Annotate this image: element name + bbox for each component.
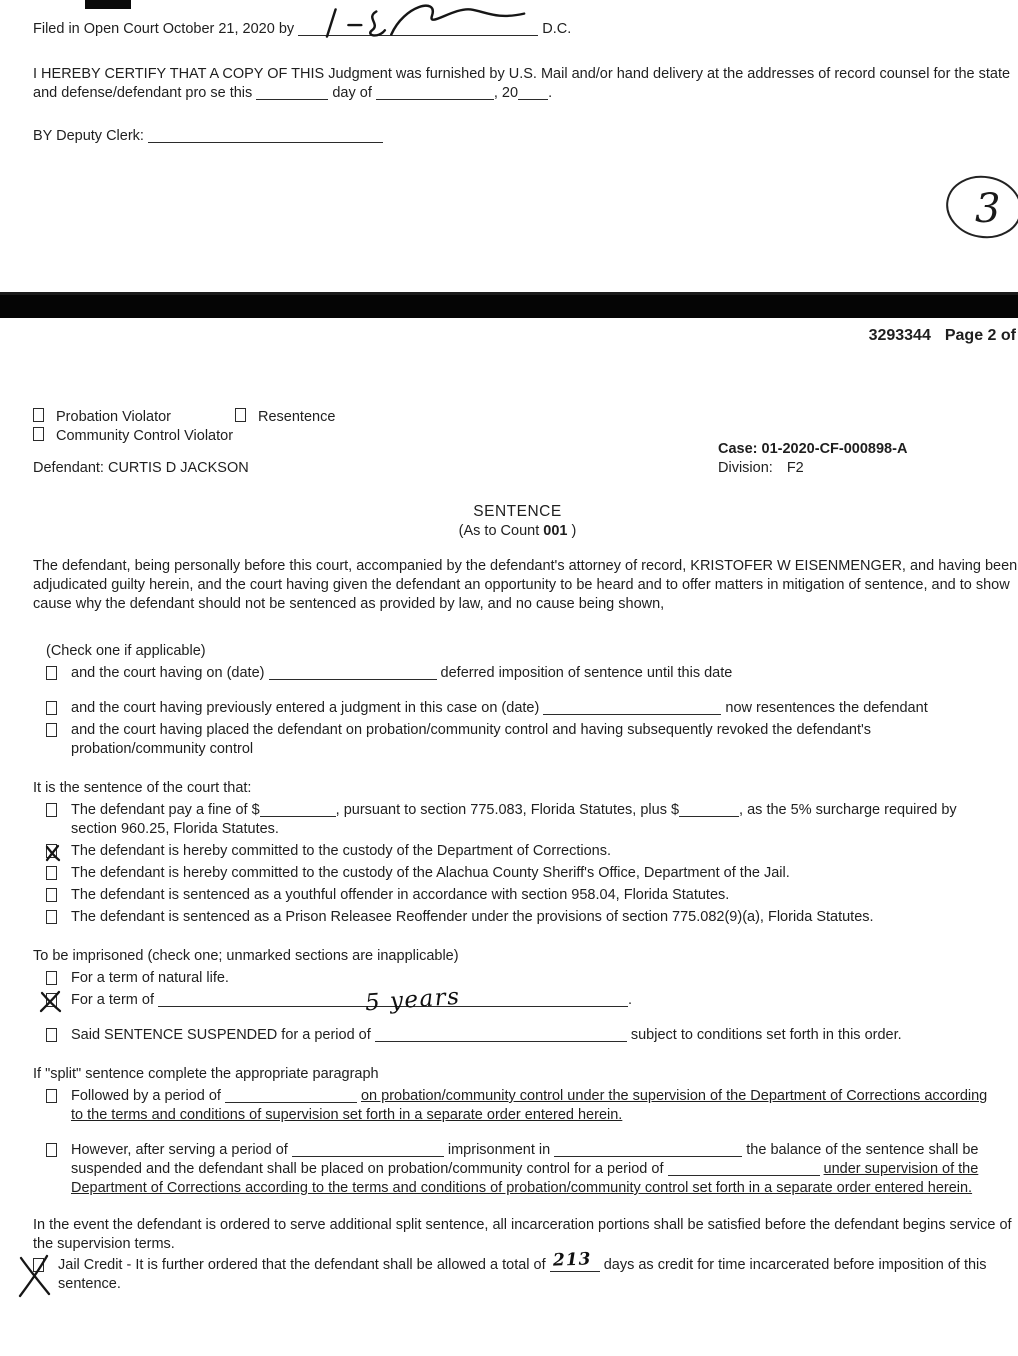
prison-releasee-reoffender-checkbox (46, 910, 57, 924)
certificate-section (0, 0, 1018, 292)
deferred-imposition-checkbox (46, 666, 57, 680)
sentence-of-court-section (33, 801, 1002, 927)
checkbox-item-deferred-imposition (46, 664, 1002, 683)
case-number-line (718, 440, 907, 459)
year-prefix-text: , 20 (493, 85, 519, 101)
handwritten-x-mark (39, 990, 63, 1014)
jail-credit-checkbox (33, 1258, 44, 1272)
prison-releasee-reoffender-text: The defendant is sentenced as a Prison Releasee Reoffender under the provisions of section 775.082(9)(a), Florida Statutes. (71, 909, 874, 925)
checkbox-item-community-control-violator (33, 427, 233, 446)
checkbox-item-county-jail (46, 864, 1002, 883)
county-jail-text: The defendant is hereby committed to the custody of the Alachua County Sheriff's Office, Department of the Jail. (71, 865, 790, 881)
checkbox-item-resentences (46, 699, 1002, 718)
sentence-form-body (0, 408, 1018, 1294)
however-mid1-text: imprisonment in (447, 1142, 551, 1158)
fine-text (71, 801, 1002, 839)
however-period-blank (292, 1142, 444, 1157)
probation-violator-checkbox (33, 408, 44, 422)
revoked-probation-checkbox (46, 723, 57, 737)
fine-post-text: , as the 5% surcharge required by section 960.25, Florida Statutes. (71, 802, 957, 837)
jail-credit-pre-text: Jail Credit - It is further ordered that the defendant shall be allowed a total of (58, 1257, 546, 1273)
checkbox-item-term-of-years (46, 983, 1002, 1017)
certify-text: I HEREBY CERTIFY THAT A COPY OF THIS Judgment was furnished by U.S. Mail and/or hand delivery at the addresses of record counsel for the state and defense/defendant pro se this (33, 66, 1011, 101)
handwritten-circled-page-number (940, 170, 1018, 248)
checkbox-item-resentence (235, 408, 335, 427)
day-blank-line (256, 85, 328, 100)
month-blank-line (376, 85, 494, 100)
followed-post-text: on probation/community control under the supervision of the Department of Corrections according to the terms and conditions of supervision set forth in a separate order entered herein. (71, 1088, 988, 1123)
jail-credit-text (58, 1249, 1002, 1294)
term-period: . (628, 992, 633, 1008)
checkbox-item-prison-releasee-reoffender (46, 908, 1002, 927)
count-prefix: (As to Count (458, 523, 540, 539)
jail-credit-days-blank (550, 1249, 600, 1272)
doc-commitment-checkbox (46, 844, 57, 858)
fine-amount-blank (260, 802, 336, 817)
however-split-checkbox (46, 1143, 57, 1157)
division-label: Division: (718, 460, 773, 476)
checkbox-item-natural-life (46, 969, 1002, 988)
deputy-clerk-line (33, 127, 1002, 146)
doc-commitment-text: The defendant is hereby committed to the custody of the Department of Corrections. (71, 843, 612, 859)
community-control-violator-checkbox (33, 427, 44, 441)
count-suffix: ) (571, 523, 577, 539)
resentences-post-text: now resentences the defendant (725, 700, 928, 716)
probation-violator-label: Probation Violator (56, 409, 172, 425)
case-number: 01-2020-CF-000898-A (761, 441, 908, 457)
year-blank-line (518, 85, 548, 100)
however-pre-text: However, after serving a period of (71, 1142, 288, 1158)
day-of-text: day of (332, 85, 372, 101)
fine-mid-text: , pursuant to section 775.083, Florida Statutes, plus $ (335, 802, 680, 818)
certificate-of-service-paragraph (33, 65, 1018, 103)
filed-text: Filed in Open Court October 21, 2020 by (33, 21, 295, 37)
fine-pre-text: The defendant pay a fine of $ (71, 802, 260, 818)
split-sentence-heading: If "split" sentence complete the appropriate paragraph (33, 1066, 379, 1082)
fine-checkbox (46, 803, 57, 817)
count-number: 001 (543, 523, 568, 539)
revoked-probation-text: and the court having placed the defendant on probation/community control and having subsequently revoked the defendant's probation/community control (71, 722, 872, 757)
however-mid2-text: the balance of the sentence shall be suspended and the defendant shall be placed on probation/community control for a period of (71, 1142, 979, 1177)
page-title: SENTENCE (473, 503, 562, 520)
deferred-post-text: deferred imposition of sentence until this date (440, 665, 733, 681)
checkbox-item-sentence-suspended (46, 1026, 1002, 1045)
deferred-imposition-text (71, 664, 1002, 683)
filed-in-open-court-line (33, 20, 1002, 39)
division-line (718, 459, 907, 478)
clerk-signature (312, 0, 537, 47)
suspended-pre-text: Said SENTENCE SUSPENDED for a period of (71, 1027, 371, 1043)
handwritten-number-3: 3 (975, 186, 1001, 232)
county-jail-checkbox (46, 866, 57, 880)
deputy-clerk-blank-line (148, 128, 383, 143)
community-control-violator-label: Community Control Violator (56, 428, 234, 444)
checkbox-item-probation-violator (33, 408, 171, 427)
split-sentence-section (33, 1087, 1002, 1198)
probation-period-blank (668, 1161, 820, 1176)
handwritten-x-mark (45, 844, 61, 862)
imprisonment-location-blank (554, 1142, 742, 1157)
filed-suffix: D.C. (542, 21, 572, 37)
natural-life-text: For a term of natural life. (71, 970, 229, 986)
deferred-date-blank (269, 665, 437, 680)
division-value: F2 (786, 460, 804, 476)
case-label: Case: (718, 441, 758, 457)
suspended-period-blank (375, 1027, 627, 1042)
count-subtitle (33, 522, 1002, 541)
followed-period-blank (225, 1088, 357, 1103)
resentences-checkbox (46, 701, 57, 715)
scan-page-break-bar (0, 292, 1018, 318)
case-header (33, 408, 1002, 478)
followed-by-probation-text (71, 1087, 1002, 1125)
certify-period: . (548, 85, 553, 101)
sentence-of-court-heading: It is the sentence of the court that: (33, 780, 252, 796)
resentences-date-blank (543, 700, 721, 715)
term-of-years-text (71, 983, 1002, 1017)
violator-checkbox-row (33, 408, 1002, 427)
checkbox-item-youthful-offender (46, 886, 1002, 905)
suspended-post-text: subject to conditions set forth in this order. (630, 1027, 902, 1043)
clerk-signature-line (298, 21, 538, 36)
deputy-clerk-label: BY Deputy Clerk: (33, 128, 144, 144)
intro-paragraph: The defendant, being personally before this court, accompanied by the defendant's attorney of record, KRISTOFER W EISENMENGER, and having been adjudicated guilty herein, and the court having given the defendant an opportunity to be heard and to offer matters in mitigation of sentence, and to show cause why the defendant should not be sentenced as provided by law, and no cause being shown, (33, 558, 1018, 612)
check-applicable-heading: (Check one if applicable) (46, 643, 206, 659)
handwritten-x-mark (17, 1254, 53, 1298)
checkbox-item-department-of-corrections (46, 842, 1002, 861)
case-info (718, 440, 907, 478)
defendant-name: CURTIS D JACKSON (107, 460, 249, 476)
jail-credit-post-text: days as credit for time incarcerated before imposition of this sentence. (58, 1257, 987, 1292)
document-stamp-line (0, 318, 1018, 346)
checkbox-item-jail-credit (33, 1249, 1002, 1294)
handwritten-days-value: 213 (552, 1249, 592, 1271)
natural-life-checkbox (46, 971, 57, 985)
page-label: Page 2 of (944, 327, 1016, 344)
handwritten-term-value: 5 years (364, 983, 462, 1017)
however-post-text: under supervision of the Department of Corrections according to the terms and conditions of probation/community control set forth in a separate order entered herein. (71, 1161, 979, 1196)
youthful-offender-text: The defendant is sentenced as a youthful offender in accordance with section 958.04, Florida Statutes. (71, 887, 730, 903)
additional-split-note: In the event the defendant is ordered to serve additional split sentence, all incarceration portions shall be satisfied before the defendant begins service of the supervision terms. (33, 1217, 1012, 1252)
resentences-text (71, 699, 1002, 718)
checkbox-item-however-split (46, 1141, 1002, 1198)
surcharge-amount-blank (679, 802, 739, 817)
resentence-label: Resentence (258, 409, 336, 425)
however-split-text (71, 1141, 1002, 1198)
check-applicable-section (33, 642, 1002, 759)
followed-by-probation-checkbox (46, 1089, 57, 1103)
document-id: 3293344 (868, 327, 931, 344)
defendant-label: Defendant: (33, 460, 104, 476)
imprisonment-section (33, 969, 1002, 1045)
sentence-title-block (33, 502, 1002, 541)
term-of-years-checkbox (46, 993, 57, 1007)
followed-pre-text: Followed by a period of (71, 1088, 221, 1104)
sentence-suspended-checkbox (46, 1028, 57, 1042)
sentence-suspended-text (71, 1026, 1002, 1045)
youthful-offender-checkbox (46, 888, 57, 902)
checkbox-item-revoked-probation (46, 721, 1002, 759)
term-blank (158, 983, 628, 1017)
checkbox-item-followed-by-probation (46, 1087, 1002, 1125)
deferred-pre-text: and the court having on (date) (71, 665, 265, 681)
term-pre-text: For a term of (71, 992, 154, 1008)
imprisonment-heading: To be imprisoned (check one; unmarked sections are inapplicable) (33, 948, 459, 964)
resentence-checkbox (235, 408, 246, 422)
checkbox-item-fine (46, 801, 1002, 839)
resentences-pre-text: and the court having previously entered a judgment in this case on (date) (71, 700, 540, 716)
